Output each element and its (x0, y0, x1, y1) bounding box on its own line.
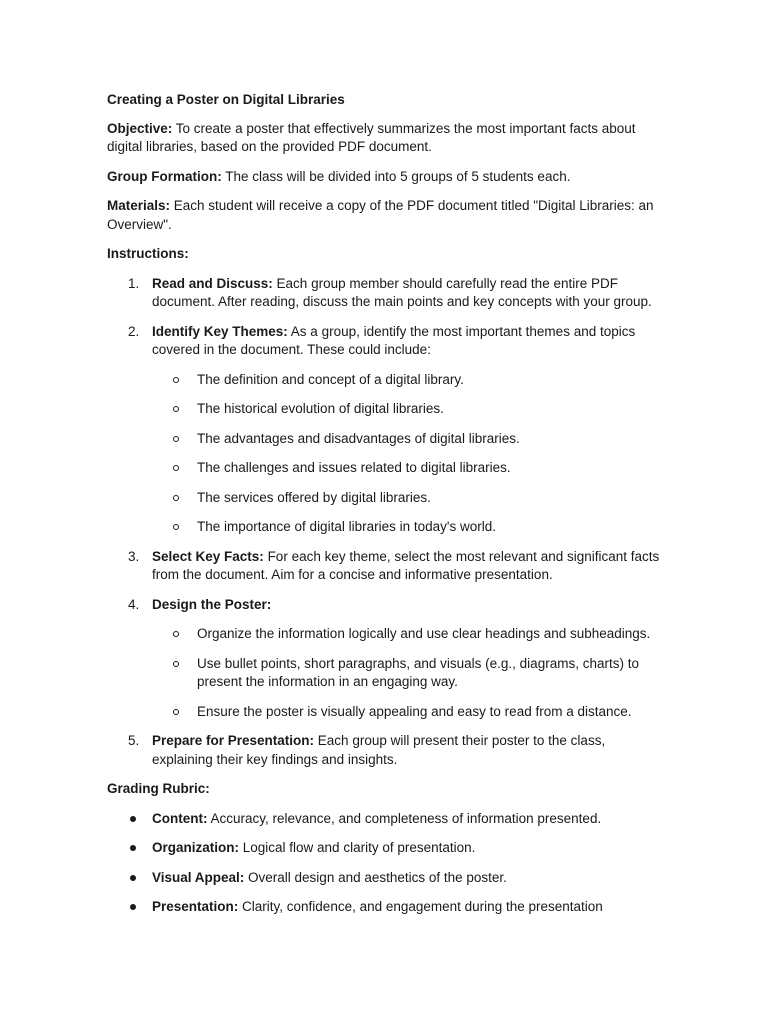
rubric-heading: Grading Rubric: (107, 781, 210, 796)
theme-sublist (152, 371, 667, 537)
step-number: 1. (128, 275, 140, 291)
rubric-list (107, 810, 667, 917)
rubric-text: Clarity, confidence, and engagement during the presentation (238, 899, 603, 914)
step-number: 3. (128, 548, 140, 564)
filled-bullet-icon (130, 904, 136, 910)
group-formation-text: The class will be divided into 5 groups of 5 students each. (221, 168, 571, 184)
sub-item-text: The importance of digital libraries in today's world. (197, 519, 496, 534)
sub-item-text: Organize the information logically and use clear headings and subheadings. (197, 626, 651, 641)
step-text: As a group, identify the most important themes and topics covered in the document. These could include: (152, 323, 636, 357)
step-item (107, 596, 667, 722)
step-label: Identify Key Themes: (152, 323, 288, 339)
document-page (107, 91, 667, 928)
step-text: For each key theme, select the most relevant and significant facts from the document. Aim for a concise and informative presentation. (152, 548, 660, 582)
hollow-bullet-icon (173, 406, 179, 412)
step-label: Design the Poster: (152, 596, 272, 612)
sub-item-text: The definition and concept of a digital library. (197, 371, 464, 387)
document-title: Creating a Poster on Digital Libraries (107, 92, 345, 107)
rubric-text: Overall design and aesthetics of the poster. (244, 869, 507, 885)
objective-paragraph (107, 120, 667, 157)
step-item (107, 548, 667, 585)
sub-item-text: The advantages and disadvantages of digital libraries. (197, 430, 520, 446)
sub-item-text: The challenges and issues related to digital libraries. (197, 460, 511, 475)
instructions-list (107, 275, 667, 770)
step-label: Read and Discuss: (152, 275, 273, 291)
step-text: Each group will present their poster to the class, explaining their key findings and insights. (152, 733, 606, 767)
step-item (107, 323, 667, 537)
step-number: 4. (128, 596, 140, 612)
rubric-item (107, 810, 667, 829)
sub-item (152, 518, 667, 537)
sub-item-text: Use bullet points, short paragraphs, and visuals (e.g., diagrams, charts) to present the information in an engaging way. (197, 655, 639, 689)
hollow-bullet-icon (173, 495, 179, 501)
step-label: Prepare for Presentation: (152, 733, 315, 748)
design-sublist (152, 625, 667, 721)
objective-label: Objective: (107, 120, 173, 136)
rubric-item (107, 839, 667, 858)
sub-item (152, 371, 667, 390)
group-formation-paragraph (107, 168, 667, 187)
sub-item (152, 655, 667, 692)
group-formation-label: Group Formation: (107, 168, 222, 184)
step-number: 5. (128, 733, 140, 748)
sub-item (152, 703, 667, 722)
rubric-label: Content: (152, 810, 208, 826)
materials-paragraph (107, 197, 667, 234)
hollow-bullet-icon (173, 377, 179, 383)
rubric-text: Accuracy, relevance, and completeness of information presented. (207, 810, 602, 826)
step-label: Select Key Facts: (152, 548, 264, 564)
filled-bullet-icon (130, 816, 136, 822)
sub-item (152, 625, 667, 644)
rubric-item (107, 869, 667, 888)
sub-item (152, 459, 667, 478)
step-item (107, 732, 667, 769)
rubric-label: Organization: (152, 840, 239, 855)
hollow-bullet-icon (173, 465, 179, 471)
sub-item (152, 489, 667, 508)
sub-item (152, 400, 667, 419)
hollow-bullet-icon (173, 709, 179, 715)
hollow-bullet-icon (173, 631, 179, 637)
filled-bullet-icon (130, 845, 136, 851)
sub-item-text: Ensure the poster is visually appealing and easy to read from a distance. (197, 703, 632, 719)
objective-text: To create a poster that effectively summarizes the most important facts about digital libraries, based on the provided PDF document. (107, 120, 636, 154)
sub-item (152, 430, 667, 449)
instructions-heading: Instructions: (107, 246, 189, 261)
materials-label: Materials: (107, 198, 171, 213)
hollow-bullet-icon (173, 436, 179, 442)
sub-item-text: The historical evolution of digital libraries. (197, 401, 444, 416)
hollow-bullet-icon (173, 524, 179, 530)
rubric-label: Presentation: (152, 899, 239, 914)
hollow-bullet-icon (173, 661, 179, 667)
step-item (107, 275, 667, 312)
filled-bullet-icon (130, 875, 136, 881)
rubric-label: Visual Appeal: (152, 869, 245, 885)
materials-text: Each student will receive a copy of the PDF document titled "Digital Libraries: an Overview". (107, 198, 654, 232)
rubric-item (107, 898, 667, 917)
rubric-text: Logical flow and clarity of presentation. (239, 840, 476, 855)
sub-item-text: The services offered by digital libraries. (197, 489, 431, 505)
step-number: 2. (128, 323, 140, 339)
step-text: Each group member should carefully read the entire PDF document. After reading, discuss the main points and key concepts with your group. (152, 275, 652, 309)
